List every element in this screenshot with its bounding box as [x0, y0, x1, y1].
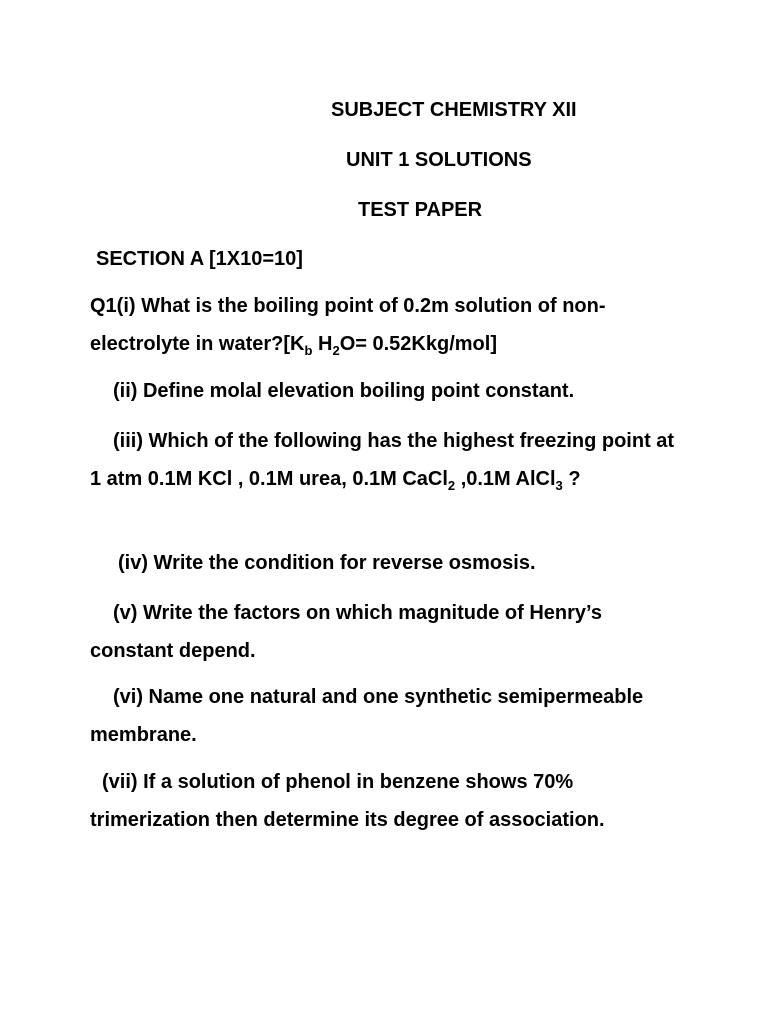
question-1-vi: (vi) Name one natural and one synthetic semipermeable membrane. — [90, 686, 644, 746]
unit-heading: UNIT 1 SOLUTIONS — [346, 149, 532, 171]
question-1-ii: (ii) Define molal elevation boiling point constant. — [113, 380, 575, 402]
question-1-iii: (iii) Which of the following has the highest freezing point at 1 atm 0.1M KCl , 0.1M urea, 0.1M CaCl$_2$ ,0.1M AlCl$_3$ ? — [90, 430, 675, 493]
subject-heading: SUBJECT CHEMISTRY XII — [331, 99, 577, 121]
question-1-v: (v) Write the factors on which magnitude of Henry’s constant depend. — [90, 602, 602, 662]
question-1-i: Q1(i) What is the boiling point of 0.2m solution of non-electrolyte in $water?[K_b$ $H_2O= 0.52Kkg/mol$] — [90, 295, 606, 358]
paper-heading: TEST PAPER — [358, 199, 483, 221]
question-1-vii: (vii) If a solution of phenol in benzene shows 70% trimerization then determine its degree of association. — [90, 771, 605, 831]
question-1-iv: (iv) Write the condition for reverse osmosis. — [118, 552, 536, 574]
section-heading: SECTION A [1X10=10] — [96, 248, 303, 270]
